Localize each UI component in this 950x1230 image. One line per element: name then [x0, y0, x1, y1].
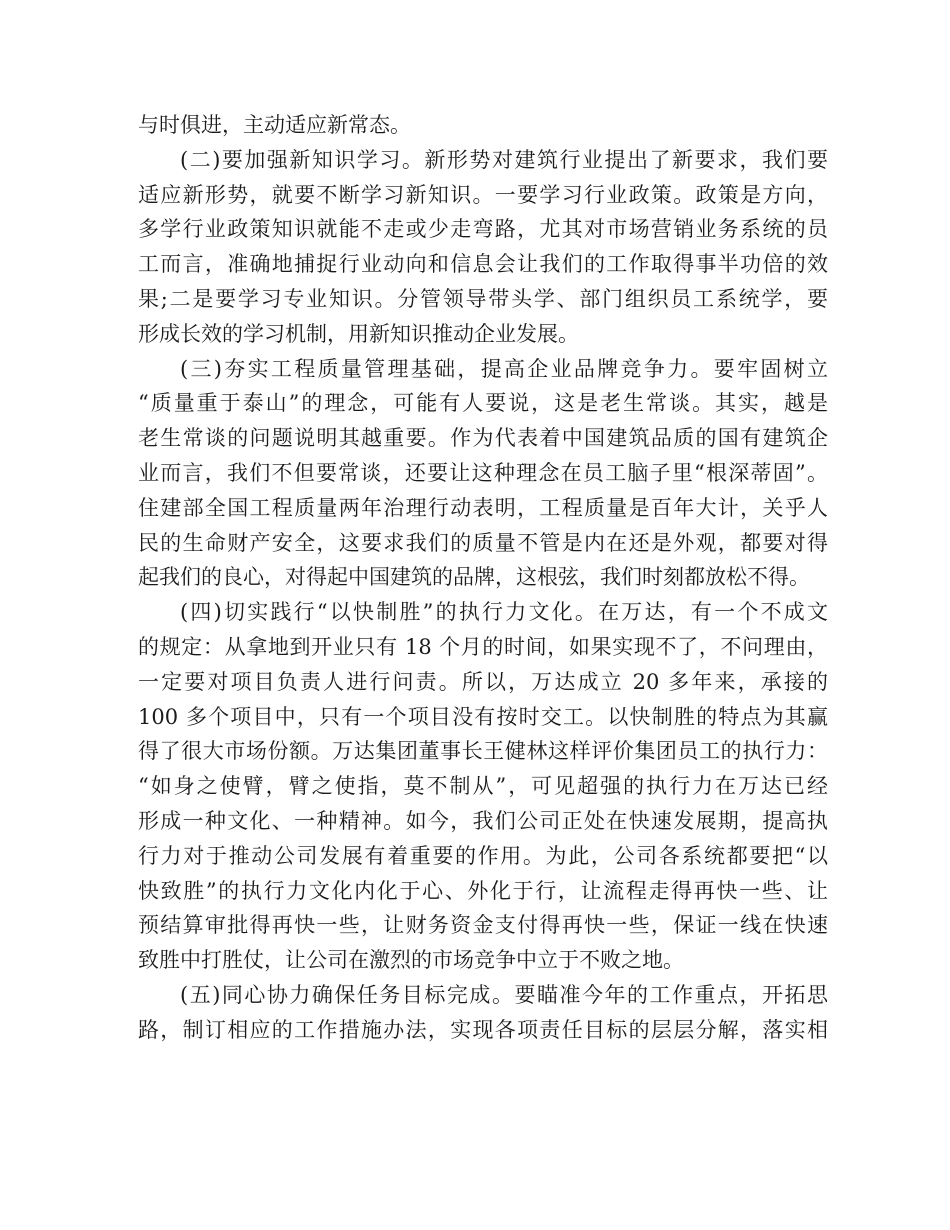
text-line: 预结算审批得再快一些，让财务资金支付得再快一些，保证一线在快速: [138, 913, 828, 938]
text-line: 业而言，我们不但要常谈，还要让这种理念在员工脑子里“根深蒂固”。: [138, 460, 828, 485]
paragraph-start-line: (四)切实践行“以快制胜”的执行力文化。在万达，有一个不成文: [180, 600, 828, 625]
paragraph-start-line: (三)夯实工程质量管理基础，提高企业品牌竞争力。要牢固树立: [180, 356, 828, 381]
text-line: 果;二是要学习专业知识。分管领导带头学、部门组织员工系统学，要: [138, 286, 828, 311]
text-line: “质量重于泰山”的理念，可能有人要说，这是老生常谈。其实，越是: [138, 391, 828, 416]
document-body: [138, 108, 828, 1048]
text-line: 适应新形势，就要不断学习新知识。一要学习行业政策。政策是方向，: [138, 182, 828, 207]
text-line: 快致胜”的执行力文化内化于心、外化于行，让流程走得再快一些、让: [138, 878, 828, 903]
text-line: 老生常谈的问题说明其越重要。作为代表着中国建筑品质的国有建筑企: [138, 426, 828, 451]
text-line: 100 多个项目中，只有一个项目没有按时交工。以快制胜的特点为其赢: [138, 704, 828, 729]
text-line: 与时俱进，主动适应新常态。: [138, 113, 411, 137]
text-line: 住建部全国工程质量两年治理行动表明，工程质量是百年大计，关乎人: [138, 495, 828, 520]
text-line: 形成长效的学习机制，用新知识推动企业发展。: [138, 321, 579, 346]
text-line: 形成一种文化、一种精神。如今，我们公司正处在快速发展期，提高执: [138, 808, 828, 833]
text-line: “如身之使臂，臂之使指，莫不制从”，可见超强的执行力在万达已经: [138, 774, 828, 799]
text-line: 一定要对项目负责人进行问责。所以，万达成立 20 多年来，承接的: [138, 669, 828, 694]
text-line: 路，制订相应的工作措施办法，实现各项责任目标的层层分解，落实相: [138, 1017, 828, 1042]
text-line: 得了很大市场份额。万达集团董事长王健林这样评价集团员工的执行力：: [138, 739, 828, 764]
text-line: 起我们的良心，对得起中国建筑的品牌，这根弦，我们时刻都放松不得。: [138, 565, 810, 590]
text-line: 民的生命财产安全，这要求我们的质量不管是内在还是外观，都要对得: [138, 530, 828, 555]
text-line: 的规定：从拿地到开业只有 18 个月的时间，如果实现不了，不问理由，: [138, 634, 828, 659]
text-line: 行力对于推动公司发展有着重要的作用。为此，公司各系统都要把“以: [138, 843, 828, 868]
text-line: 致胜中打胜仗，让公司在激烈的市场竞争中立于不败之地。: [138, 948, 684, 973]
text-line: 工而言，准确地捕捉行业动向和信息会让我们的工作取得事半功倍的效: [138, 252, 828, 277]
paragraph-start-line: (五)同心协力确保任务目标完成。要瞄准今年的工作重点，开拓思: [180, 982, 828, 1007]
text-line: 多学行业政策知识就能不走或少走弯路，尤其对市场营销业务系统的员: [138, 217, 828, 242]
paragraph-start-line: (二)要加强新知识学习。新形势对建筑行业提出了新要求，我们要: [180, 147, 828, 172]
